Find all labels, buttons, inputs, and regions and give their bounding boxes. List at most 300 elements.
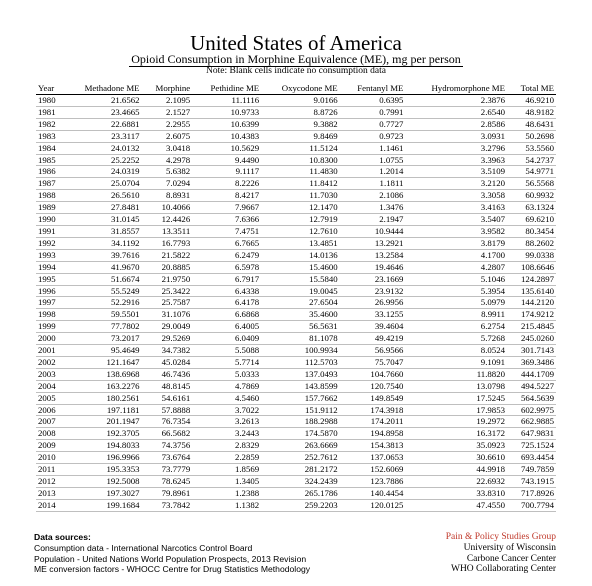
value-cell: 157.7662 — [261, 392, 340, 404]
value-cell: 56.9566 — [340, 345, 406, 357]
value-cell: 3.7022 — [192, 404, 261, 416]
table-row — [36, 487, 556, 499]
column-header: Fentanyl ME — [340, 82, 406, 95]
value-cell: 1.3405 — [192, 476, 261, 488]
table-body — [36, 95, 556, 512]
value-cell: 25.7587 — [142, 297, 193, 309]
value-cell: 56.5568 — [507, 178, 556, 190]
value-cell: 29.0049 — [142, 321, 193, 333]
value-cell: 31.0145 — [64, 214, 141, 226]
value-cell: 7.9667 — [192, 202, 261, 214]
value-cell: 23.9132 — [340, 285, 406, 297]
table-row — [36, 214, 556, 226]
value-cell: 2.6075 — [142, 130, 193, 142]
value-cell: 81.1078 — [261, 333, 340, 345]
source-line: ME conversion factors - WHOCC Centre for Drug Statistics Methodology — [34, 564, 311, 575]
value-cell: 13.3511 — [142, 225, 193, 237]
value-cell: 301.7143 — [507, 345, 556, 357]
value-cell: 16.3172 — [405, 428, 507, 440]
value-cell: 1.0755 — [340, 154, 406, 166]
value-cell: 195.3353 — [64, 464, 141, 476]
value-cell: 564.5639 — [507, 392, 556, 404]
value-cell: 5.5088 — [192, 345, 261, 357]
value-cell: 5.0979 — [405, 297, 507, 309]
value-cell: 9.1117 — [192, 166, 261, 178]
value-cell: 57.8888 — [142, 404, 193, 416]
value-cell: 48.8145 — [142, 380, 193, 392]
value-cell: 9.1091 — [405, 356, 507, 368]
value-cell: 25.0704 — [64, 178, 141, 190]
value-cell: 120.7540 — [340, 380, 406, 392]
value-cell: 215.4845 — [507, 321, 556, 333]
value-cell: 3.3058 — [405, 190, 507, 202]
value-cell: 199.1684 — [64, 499, 141, 511]
value-cell: 1.2388 — [192, 487, 261, 499]
year-cell: 1981 — [36, 106, 64, 118]
year-cell: 2005 — [36, 392, 64, 404]
value-cell: 0.7727 — [340, 118, 406, 130]
value-cell: 11.8412 — [261, 178, 340, 190]
table-row — [36, 106, 556, 118]
value-cell: 281.2172 — [261, 464, 340, 476]
value-cell: 54.2737 — [507, 154, 556, 166]
year-cell: 1997 — [36, 297, 64, 309]
value-cell: 17.9853 — [405, 404, 507, 416]
value-cell: 12.4426 — [142, 214, 193, 226]
year-cell: 1988 — [36, 190, 64, 202]
table-row — [36, 249, 556, 261]
value-cell: 14.0136 — [261, 249, 340, 261]
value-cell: 99.0338 — [507, 249, 556, 261]
value-cell: 23.3117 — [64, 130, 141, 142]
value-cell: 123.7886 — [340, 476, 406, 488]
value-cell: 137.0653 — [340, 452, 406, 464]
org-name: Pain & Policy Studies Group — [445, 532, 556, 542]
value-cell: 59.5501 — [64, 309, 141, 321]
value-cell: 21.9750 — [142, 273, 193, 285]
data-sources — [34, 532, 310, 575]
org-line: WHO Collaborating Center — [450, 564, 556, 575]
value-cell: 77.7802 — [64, 321, 141, 333]
value-cell: 6.4178 — [192, 297, 261, 309]
value-cell: 252.7612 — [261, 452, 340, 464]
table-row — [36, 178, 556, 190]
value-cell: 2.1095 — [142, 95, 193, 107]
value-cell: 41.9670 — [64, 261, 141, 273]
value-cell: 6.6868 — [192, 309, 261, 321]
consumption-table — [36, 82, 556, 512]
year-cell: 2007 — [36, 416, 64, 428]
year-cell: 1992 — [36, 237, 64, 249]
value-cell: 51.6674 — [64, 273, 141, 285]
value-cell: 138.6968 — [64, 368, 141, 380]
value-cell: 717.8926 — [507, 487, 556, 499]
table-row — [36, 166, 556, 178]
value-cell: 10.9733 — [192, 106, 261, 118]
table-row — [36, 142, 556, 154]
value-cell: 245.0260 — [507, 333, 556, 345]
value-cell: 23.1669 — [340, 273, 406, 285]
source-line: Population - United Nations World Population Prospects, 2013 Revision — [34, 553, 307, 564]
year-cell: 1994 — [36, 261, 64, 273]
table-row — [36, 440, 556, 452]
value-cell: 743.1915 — [507, 476, 556, 488]
value-cell: 100.9934 — [261, 345, 340, 357]
value-cell: 137.0493 — [261, 368, 340, 380]
value-cell: 5.7714 — [192, 356, 261, 368]
value-cell: 9.0166 — [261, 95, 340, 107]
value-cell: 56.5631 — [261, 321, 340, 333]
value-cell: 1.1811 — [340, 178, 406, 190]
column-header: Methadone ME — [64, 82, 141, 95]
value-cell: 8.8931 — [142, 190, 193, 202]
column-header: Hydromorphone ME — [405, 82, 507, 95]
value-cell: 154.3813 — [340, 440, 406, 452]
value-cell: 693.4454 — [507, 452, 556, 464]
value-cell: 3.2443 — [192, 428, 261, 440]
value-cell: 73.7779 — [142, 464, 193, 476]
value-cell: 13.0798 — [405, 380, 507, 392]
value-cell: 174.5870 — [261, 428, 340, 440]
value-cell: 4.2807 — [405, 261, 507, 273]
value-cell: 8.4217 — [192, 190, 261, 202]
value-cell: 88.2602 — [507, 237, 556, 249]
table-row — [36, 392, 556, 404]
year-cell: 2000 — [36, 333, 64, 345]
value-cell: 2.1086 — [340, 190, 406, 202]
table-row — [36, 285, 556, 297]
value-cell: 6.4338 — [192, 285, 261, 297]
value-cell: 7.0294 — [142, 178, 193, 190]
value-cell: 196.9966 — [64, 452, 141, 464]
value-cell: 22.6932 — [405, 476, 507, 488]
year-cell: 2008 — [36, 428, 64, 440]
value-cell: 4.1700 — [405, 249, 507, 261]
value-cell: 2.8586 — [405, 118, 507, 130]
value-cell: 5.6382 — [142, 166, 193, 178]
value-cell: 11.1116 — [192, 95, 261, 107]
value-cell: 11.5124 — [261, 142, 340, 154]
value-cell: 3.5109 — [405, 166, 507, 178]
value-cell: 6.2479 — [192, 249, 261, 261]
value-cell: 1.2014 — [340, 166, 406, 178]
value-cell: 13.2921 — [340, 237, 406, 249]
sources-heading: Data sources: — [34, 532, 91, 542]
value-cell: 174.2011 — [340, 416, 406, 428]
column-header: Pethidine ME — [192, 82, 261, 95]
year-cell: 2014 — [36, 499, 64, 511]
value-cell: 174.9212 — [507, 309, 556, 321]
value-cell: 46.7436 — [142, 368, 193, 380]
value-cell: 1.8569 — [192, 464, 261, 476]
value-cell: 33.1255 — [340, 309, 406, 321]
value-cell: 188.2988 — [261, 416, 340, 428]
value-cell: 602.9975 — [507, 404, 556, 416]
value-cell: 3.2120 — [405, 178, 507, 190]
value-cell: 24.0319 — [64, 166, 141, 178]
value-cell: 2.3876 — [405, 95, 507, 107]
value-cell: 53.5560 — [507, 142, 556, 154]
value-cell: 19.2972 — [405, 416, 507, 428]
value-cell: 35.4600 — [261, 309, 340, 321]
subtitle-text: Opioid Consumption in Morphine Equivalence (ME), mg per person — [131, 52, 461, 66]
value-cell: 494.5227 — [507, 380, 556, 392]
value-cell: 4.7869 — [192, 380, 261, 392]
org-line: University of Wisconsin — [463, 542, 556, 553]
value-cell: 54.9771 — [507, 166, 556, 178]
value-cell: 7.4751 — [192, 225, 261, 237]
value-cell: 174.3918 — [340, 404, 406, 416]
value-cell: 16.7793 — [142, 237, 193, 249]
table-row — [36, 404, 556, 416]
table-row — [36, 297, 556, 309]
value-cell: 140.4454 — [340, 487, 406, 499]
table-row — [36, 237, 556, 249]
value-cell: 27.6504 — [261, 297, 340, 309]
value-cell: 10.6399 — [192, 118, 261, 130]
value-cell: 135.6140 — [507, 285, 556, 297]
column-header: Morphine — [142, 82, 193, 95]
value-cell: 3.2796 — [405, 142, 507, 154]
value-cell: 79.8961 — [142, 487, 193, 499]
value-cell: 19.4646 — [340, 261, 406, 273]
table-row — [36, 464, 556, 476]
table-header-row — [36, 82, 556, 95]
value-cell: 13.2584 — [340, 249, 406, 261]
value-cell: 192.3705 — [64, 428, 141, 440]
value-cell: 39.4604 — [340, 321, 406, 333]
column-header: Year — [36, 82, 64, 95]
year-cell: 1995 — [36, 273, 64, 285]
table-row — [36, 273, 556, 285]
year-cell: 1986 — [36, 166, 64, 178]
value-cell: 17.5245 — [405, 392, 507, 404]
value-cell: 29.5269 — [142, 333, 193, 345]
value-cell: 263.6669 — [261, 440, 340, 452]
value-cell: 369.3486 — [507, 356, 556, 368]
year-cell: 2004 — [36, 380, 64, 392]
value-cell: 46.9210 — [507, 95, 556, 107]
value-cell: 2.1947 — [340, 214, 406, 226]
year-cell: 2012 — [36, 476, 64, 488]
value-cell: 25.3422 — [142, 285, 193, 297]
value-cell: 3.8179 — [405, 237, 507, 249]
value-cell: 143.8599 — [261, 380, 340, 392]
table-row — [36, 130, 556, 142]
value-cell: 13.4851 — [261, 237, 340, 249]
value-cell: 54.6161 — [142, 392, 193, 404]
value-cell: 5.7268 — [405, 333, 507, 345]
year-cell: 2006 — [36, 404, 64, 416]
value-cell: 120.0125 — [340, 499, 406, 511]
value-cell: 12.1470 — [261, 202, 340, 214]
year-cell: 1993 — [36, 249, 64, 261]
value-cell: 8.8726 — [261, 106, 340, 118]
organization-block — [446, 532, 556, 575]
value-cell: 22.6881 — [64, 118, 141, 130]
year-cell: 1998 — [36, 309, 64, 321]
table-row — [36, 368, 556, 380]
value-cell: 11.4830 — [261, 166, 340, 178]
value-cell: 55.5249 — [64, 285, 141, 297]
value-cell: 76.7354 — [142, 416, 193, 428]
value-cell: 66.5682 — [142, 428, 193, 440]
value-cell: 2.2859 — [192, 452, 261, 464]
value-cell: 21.6562 — [64, 95, 141, 107]
value-cell: 73.6764 — [142, 452, 193, 464]
value-cell: 6.2754 — [405, 321, 507, 333]
year-cell: 1991 — [36, 225, 64, 237]
value-cell: 197.1181 — [64, 404, 141, 416]
value-cell: 725.1524 — [507, 440, 556, 452]
value-cell: 12.7610 — [261, 225, 340, 237]
value-cell: 34.1192 — [64, 237, 141, 249]
value-cell: 26.5610 — [64, 190, 141, 202]
value-cell: 0.9723 — [340, 130, 406, 142]
year-cell: 2009 — [36, 440, 64, 452]
year-cell: 1999 — [36, 321, 64, 333]
value-cell: 73.7842 — [142, 499, 193, 511]
table-row — [36, 261, 556, 273]
value-cell: 80.3454 — [507, 225, 556, 237]
value-cell: 1.1461 — [340, 142, 406, 154]
value-cell: 15.4600 — [261, 261, 340, 273]
value-cell: 27.8481 — [64, 202, 141, 214]
year-cell: 1982 — [36, 118, 64, 130]
value-cell: 6.7917 — [192, 273, 261, 285]
value-cell: 33.8310 — [405, 487, 507, 499]
value-cell: 5.0333 — [192, 368, 261, 380]
value-cell: 2.6540 — [405, 106, 507, 118]
table-row — [36, 499, 556, 511]
value-cell: 11.7030 — [261, 190, 340, 202]
value-cell: 48.6431 — [507, 118, 556, 130]
value-cell: 52.2916 — [64, 297, 141, 309]
value-cell: 8.2226 — [192, 178, 261, 190]
value-cell: 63.1324 — [507, 202, 556, 214]
value-cell: 647.9831 — [507, 428, 556, 440]
value-cell: 3.0931 — [405, 130, 507, 142]
table-row — [36, 356, 556, 368]
value-cell: 6.0409 — [192, 333, 261, 345]
value-cell: 75.7047 — [340, 356, 406, 368]
value-cell: 60.9932 — [507, 190, 556, 202]
table-row — [36, 202, 556, 214]
column-header: Total ME — [507, 82, 556, 95]
year-cell: 1983 — [36, 130, 64, 142]
value-cell: 31.8557 — [64, 225, 141, 237]
value-cell: 3.0418 — [142, 142, 193, 154]
year-cell: 2003 — [36, 368, 64, 380]
table-row — [36, 345, 556, 357]
value-cell: 108.6646 — [507, 261, 556, 273]
value-cell: 8.0524 — [405, 345, 507, 357]
value-cell: 10.9444 — [340, 225, 406, 237]
value-cell: 24.0132 — [64, 142, 141, 154]
value-cell: 324.2439 — [261, 476, 340, 488]
value-cell: 265.1786 — [261, 487, 340, 499]
value-cell: 39.7616 — [64, 249, 141, 261]
value-cell: 152.6069 — [340, 464, 406, 476]
value-cell: 48.9182 — [507, 106, 556, 118]
value-cell: 9.4490 — [192, 154, 261, 166]
org-line: Carbone Cancer Center — [466, 553, 556, 564]
value-cell: 5.3954 — [405, 285, 507, 297]
year-cell: 1984 — [36, 142, 64, 154]
value-cell: 444.1709 — [507, 368, 556, 380]
page-subtitle — [0, 53, 592, 66]
value-cell: 180.2561 — [64, 392, 141, 404]
value-cell: 3.5407 — [405, 214, 507, 226]
value-cell: 3.2613 — [192, 416, 261, 428]
value-cell: 7.6366 — [192, 214, 261, 226]
value-cell: 0.7991 — [340, 106, 406, 118]
value-cell: 19.0045 — [261, 285, 340, 297]
value-cell: 2.1527 — [142, 106, 193, 118]
value-cell: 194.8033 — [64, 440, 141, 452]
page-title: United States of America — [190, 31, 402, 55]
value-cell: 3.9582 — [405, 225, 507, 237]
value-cell: 26.9956 — [340, 297, 406, 309]
value-cell: 194.8958 — [340, 428, 406, 440]
table-row — [36, 333, 556, 345]
table-row — [36, 452, 556, 464]
table-row — [36, 321, 556, 333]
year-cell: 2001 — [36, 345, 64, 357]
value-cell: 151.9112 — [261, 404, 340, 416]
value-cell: 10.8300 — [261, 154, 340, 166]
year-cell: 2011 — [36, 464, 64, 476]
value-cell: 10.4383 — [192, 130, 261, 142]
year-cell: 1990 — [36, 214, 64, 226]
value-cell: 69.6210 — [507, 214, 556, 226]
table-row — [36, 118, 556, 130]
value-cell: 9.8469 — [261, 130, 340, 142]
value-cell: 4.2978 — [142, 154, 193, 166]
value-cell: 6.4005 — [192, 321, 261, 333]
column-header: Oxycodone ME — [261, 82, 340, 95]
value-cell: 9.3882 — [261, 118, 340, 130]
value-cell: 3.4163 — [405, 202, 507, 214]
value-cell: 700.7794 — [507, 499, 556, 511]
table-row — [36, 95, 556, 107]
value-cell: 1.1382 — [192, 499, 261, 511]
value-cell: 35.0923 — [405, 440, 507, 452]
value-cell: 45.0284 — [142, 356, 193, 368]
year-cell: 1996 — [36, 285, 64, 297]
value-cell: 192.5008 — [64, 476, 141, 488]
year-cell: 2010 — [36, 452, 64, 464]
value-cell: 8.9911 — [405, 309, 507, 321]
value-cell: 5.1046 — [405, 273, 507, 285]
value-cell: 121.1647 — [64, 356, 141, 368]
value-cell: 749.7859 — [507, 464, 556, 476]
value-cell: 12.7919 — [261, 214, 340, 226]
value-cell: 23.4665 — [64, 106, 141, 118]
value-cell: 31.1076 — [142, 309, 193, 321]
year-cell: 1987 — [36, 178, 64, 190]
value-cell: 197.3027 — [64, 487, 141, 499]
value-cell: 25.2252 — [64, 154, 141, 166]
value-cell: 20.8885 — [142, 261, 193, 273]
source-line: Consumption data - International Narcotics Control Board — [34, 542, 253, 553]
value-cell: 2.2955 — [142, 118, 193, 130]
value-cell: 78.6245 — [142, 476, 193, 488]
table-row — [36, 416, 556, 428]
value-cell: 0.6395 — [340, 95, 406, 107]
year-cell: 1989 — [36, 202, 64, 214]
table-row — [36, 428, 556, 440]
